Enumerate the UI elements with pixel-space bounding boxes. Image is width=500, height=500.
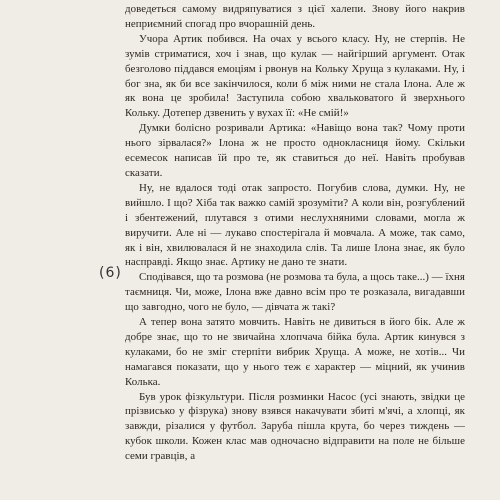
page-text xyxy=(125,2,465,464)
paragraph: Був урок фізкультури. Після розминки Насос (усі знають, звідки це прізвисько у фізрука) знову взявся накачувати збиті м'ячі, а хлопці, як завжди, різалися у футбол. Заруба пішла крута, бо через тиждень — кубок школи. Кожен клас мав одночасно відправити на поле не більше семи гравців, а xyxy=(125,390,465,463)
paragraph: Учора Артик побився. На очах у всього класу. Ну, не стерпів. Не зумів стриматися, хоч і знав, що кулак — найгірший аргумент. Отак безголово піддався емоціям і рвонув на Кольку Хруща з кулаками. Ну, і бог зна, як би все закінчилося, коли б між ними не стала Ілона. Але ж як вона це зробила! Заступила собою хвальковатого й зверхнього Кольку. Дотепер дзвенить у вухах її: «Не смій!» xyxy=(125,32,465,120)
paragraph: Ну, не вдалося тоді отак запросто. Погубив слова, думки. Ну, не вийшло. І що? Хіба так важко самій зрозуміти? А коли він, розгублений і збентежений, плутався з отими неслухняними словами, могла ж виручити. Але ні — лукаво спостерігала й мовчала. А може, так само, як і він, хвилювалася й не знаходила слів. Та лише Ілона знає, як було насправді. Якщо знає. Артику не дано те знати. xyxy=(125,181,465,269)
paragraph: доведеться самому видряпуватися з цієї халепи. Знову його накрив неприємний спогад про вчорашній день. xyxy=(125,3,465,30)
paragraph: Думки болісно розривали Артика: «Навіщо вона так? Чому проти нього зірвалася?» Ілона ж не просто однокласниця йому. Скільки есемесок написав їй про те, як ставиться до неї. Навіть пробував сказати. xyxy=(125,122,465,179)
paragraph: Сподівався, що та розмова (не розмова та була, а щось таке...) — їхня таємниця. Чи, може, Ілона вже давно всім про те розказала, вигадавши що завгодно, чого не було, — дівчата ж такі? xyxy=(125,271,465,314)
paragraph: А тепер вона затято мовчить. Навіть не дивиться в його бік. Але ж добре знає, що то не звичайна хлопчача бійка була. Артик кинувся з кулаками, бо не зміг стерпіти вибрик Хруща. А може, не хотів... Чи намагався показати, що у нього теж є характер — міцний, як учинив Колька. xyxy=(125,316,465,388)
page-marker: (6) xyxy=(99,265,122,281)
